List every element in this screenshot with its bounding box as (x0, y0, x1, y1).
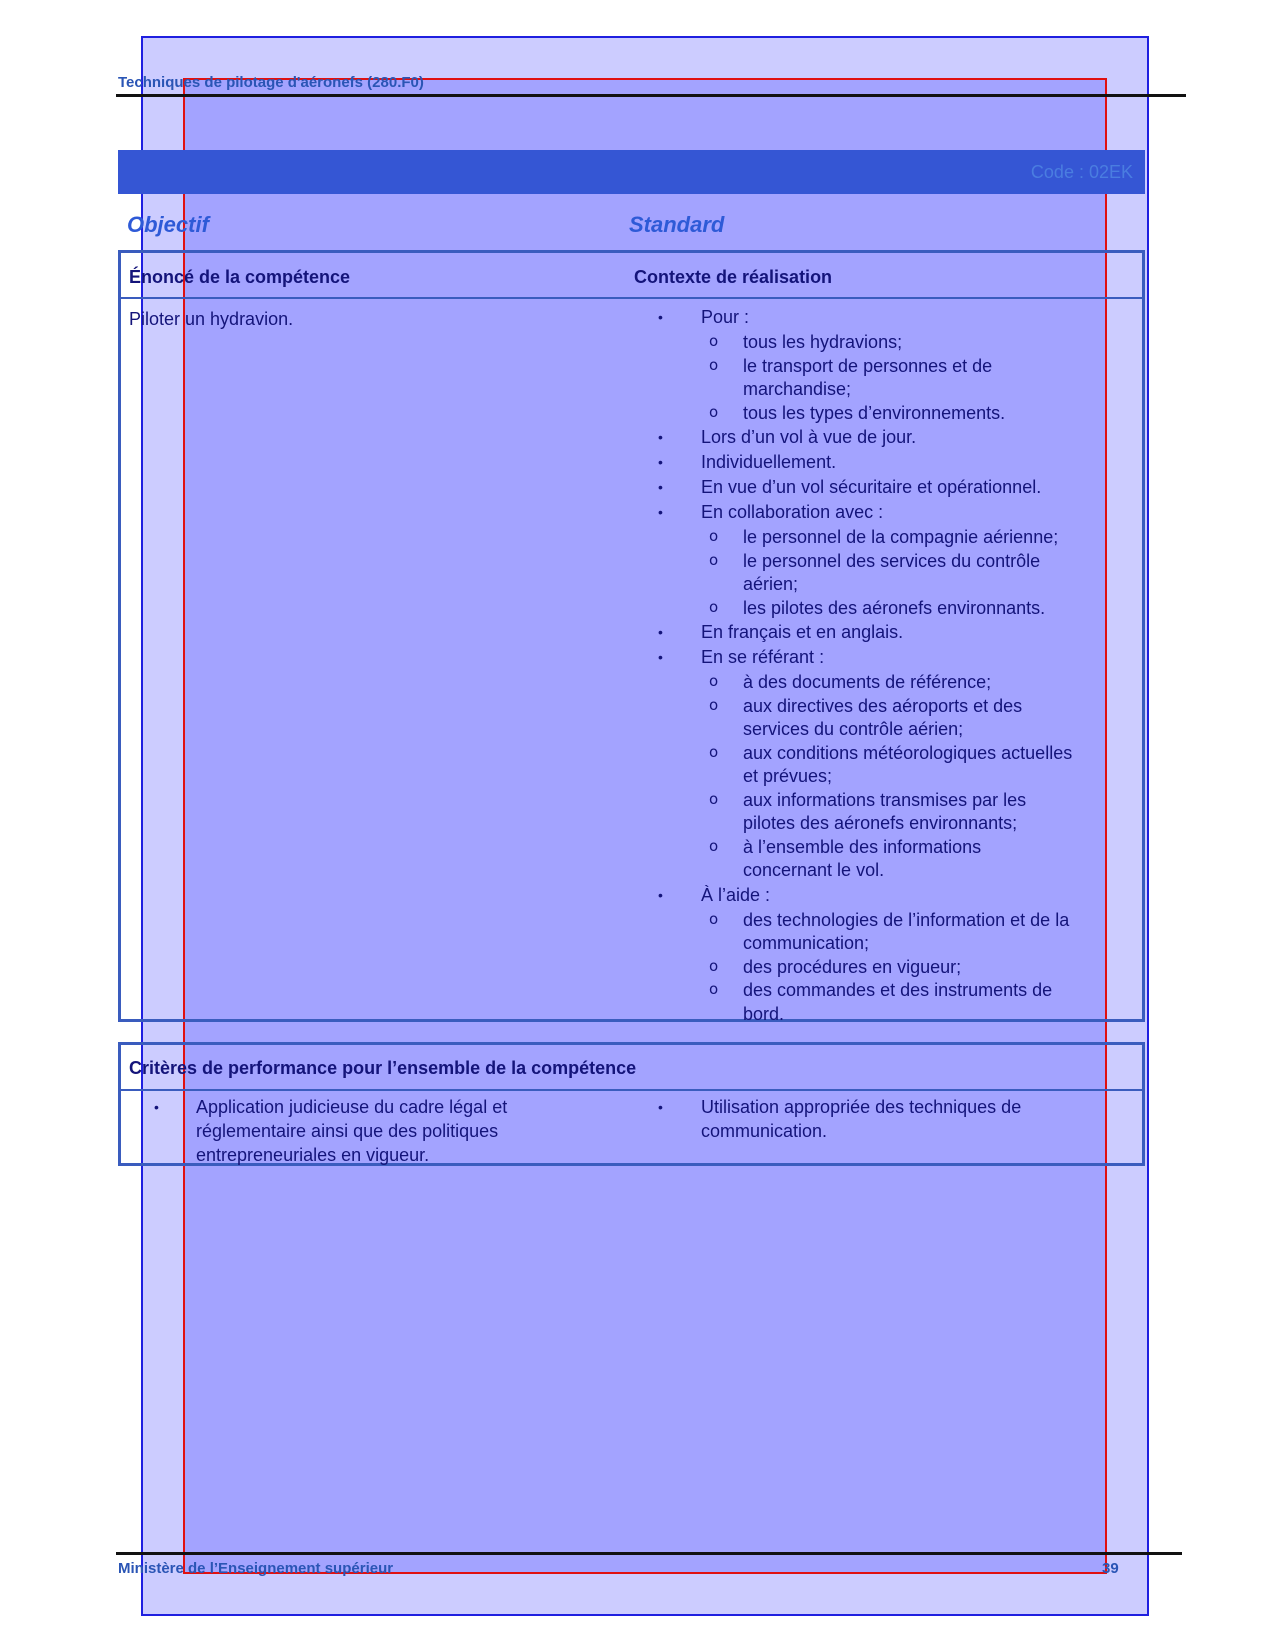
context-bullet: • (658, 479, 663, 495)
criteria-right-line-1: Utilisation appropriée des techniques de (701, 1097, 1022, 1117)
context-sub-bullet: o (709, 909, 719, 928)
context-item: Pour : (701, 307, 750, 327)
context-sub-item: aux informations transmises par les (743, 789, 1027, 810)
context-item: Lors d’un vol à vue de jour. (701, 427, 917, 447)
context-bullet: • (658, 454, 663, 470)
context-bullet: • (658, 624, 663, 640)
context-sub-bullet: o (709, 597, 719, 616)
running-header: Techniques de pilotage d'aéronefs (280.F0) (118, 74, 424, 91)
enonce-text: Piloter un hydravion. (129, 309, 294, 329)
context-sub-item: le personnel des services du contrôle (743, 550, 1041, 571)
context-sub-item: des technologies de l’information et de la (743, 909, 1070, 930)
footer-rule (116, 1552, 1182, 1555)
context-sub-item: à l’ensemble des informations (743, 836, 982, 857)
context-sub-bullet: o (709, 789, 719, 808)
standard-title: Standard (629, 212, 725, 237)
context-sub-item: services du contrôle aérien; (743, 719, 964, 739)
context-bullet: • (658, 504, 663, 520)
context-sub-bullet: o (709, 332, 719, 350)
context-sub-bullet: o (709, 672, 719, 690)
objectif-title: Objectif (127, 212, 209, 237)
competence-box (118, 250, 1145, 1022)
context-sub-item: concernant le vol. (743, 860, 885, 880)
context-sub-item: communication; (743, 933, 870, 953)
context-bullet: • (658, 429, 663, 445)
context-item: À l’aide : (701, 884, 771, 905)
context-sub-item: tous les hydravions; (743, 332, 903, 352)
criteria-left-line-1: Application judicieuse du cadre légal et (196, 1097, 508, 1117)
context-item: En collaboration avec : (701, 502, 884, 522)
code-label: Code : 02EK (1030, 162, 1133, 182)
context-sub-bullet: o (709, 836, 719, 855)
context-sub-bullet: o (709, 550, 719, 569)
contexte-heading: Contexte de réalisation (634, 267, 833, 287)
code-bar (118, 150, 1145, 194)
context-sub-item: le personnel de la compagnie aérienne; (743, 527, 1059, 547)
context-sub-item: des procédures en vigueur; (743, 956, 962, 977)
criteria-left-line-2: réglementaire ainsi que des politiques (196, 1121, 499, 1141)
context-sub-item: des commandes et des instruments de (743, 980, 1053, 1000)
context-bullet: • (658, 886, 663, 903)
context-sub-item: à des documents de référence; (743, 672, 992, 692)
context-sub-bullet: o (709, 742, 719, 761)
context-item: En se référant : (701, 647, 825, 667)
context-item: Individuellement. (701, 452, 837, 472)
criteria-left-line-3: entrepreneuriales en vigueur. (196, 1145, 430, 1165)
context-item: En français et en anglais. (701, 622, 904, 642)
criteria-right-bullet: • (658, 1099, 663, 1115)
enonce-heading: Énoncé de la compétence (129, 267, 351, 287)
context-bullet: • (658, 649, 663, 665)
context-sub-item: aux directives des aéroports et des (743, 695, 1023, 716)
context-sub-bullet: o (709, 956, 719, 975)
criteria-heading: Critères de performance pour l’ensemble de la compétence (129, 1058, 637, 1078)
context-sub-item: bord. (743, 1003, 785, 1024)
context-sub-bullet: o (709, 980, 719, 998)
context-sub-item: les pilotes des aéronefs environnants. (743, 597, 1046, 618)
context-sub-bullet: o (709, 355, 719, 374)
criteria-right-line-2: communication. (701, 1121, 828, 1141)
criteria-left-bullet: • (154, 1099, 159, 1115)
context-sub-item: pilotes des aéronefs environnants; (743, 813, 1018, 833)
criteria-box (118, 1042, 1145, 1166)
header-rule (116, 94, 1186, 97)
context-sub-item: marchandise; (743, 379, 852, 399)
context-sub-item: aux conditions météorologiques actuelles (743, 742, 1073, 763)
page-number: 39 (1102, 1560, 1119, 1577)
context-sub-item: tous les types d’environnements. (743, 402, 1006, 423)
context-bullet: • (658, 309, 663, 325)
context-sub-bullet: o (709, 527, 719, 545)
context-sub-item: et prévues; (743, 766, 833, 786)
context-sub-item: aérien; (743, 574, 799, 594)
context-sub-bullet: o (709, 695, 719, 714)
context-sub-item: le transport de personnes et de (743, 355, 993, 376)
footer-ministry: Ministère de l’Enseignement supérieur (118, 1560, 394, 1577)
context-item: En vue d’un vol sécuritaire et opérationnel. (701, 477, 1042, 497)
context-sub-bullet: o (709, 402, 719, 421)
